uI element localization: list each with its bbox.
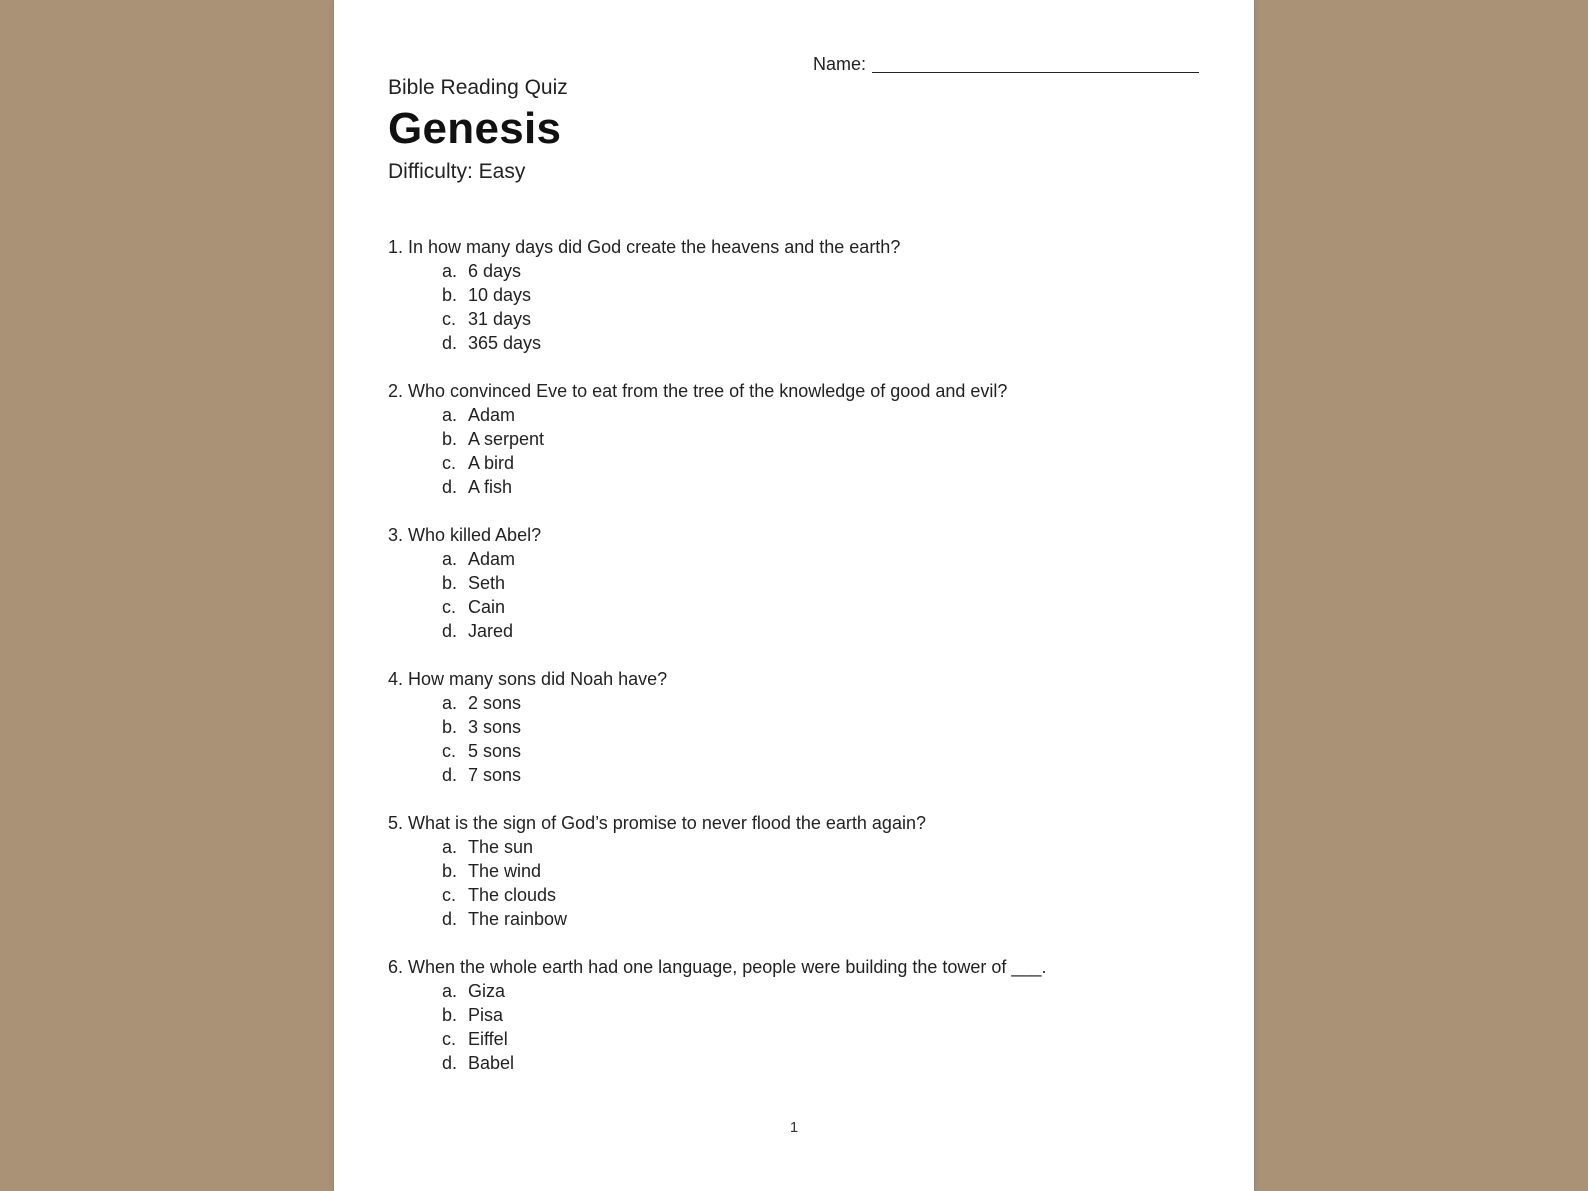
option-letter: a. bbox=[442, 549, 458, 569]
answer-option bbox=[388, 331, 1228, 355]
option-letter: c. bbox=[442, 597, 457, 617]
option-text: Eiffel bbox=[468, 1029, 508, 1049]
name-label: Name: bbox=[813, 54, 867, 74]
option-letter: d. bbox=[442, 765, 458, 785]
answer-option bbox=[388, 835, 1228, 859]
option-letter: c. bbox=[442, 309, 457, 329]
option-text: Jared bbox=[468, 621, 514, 641]
option-text: Adam bbox=[468, 549, 516, 569]
option-letter: b. bbox=[442, 429, 458, 449]
answer-option bbox=[388, 979, 1228, 1003]
name-blank-line bbox=[872, 54, 1199, 73]
question-list bbox=[388, 235, 1228, 1099]
answer-options bbox=[388, 547, 1228, 643]
option-text: Cain bbox=[468, 597, 506, 617]
answer-option bbox=[388, 451, 1228, 475]
option-text: Pisa bbox=[468, 1005, 504, 1025]
answer-option bbox=[388, 1003, 1228, 1027]
option-letter: b. bbox=[442, 1005, 458, 1025]
worksheet-page bbox=[334, 0, 1254, 1191]
option-letter: c. bbox=[442, 741, 457, 761]
option-letter: c. bbox=[442, 885, 457, 905]
answer-option bbox=[388, 403, 1228, 427]
question-text: 4. How many sons did Noah have? bbox=[388, 669, 668, 689]
answer-option bbox=[388, 859, 1228, 883]
option-text: 3 sons bbox=[468, 717, 522, 737]
page-number: 1 bbox=[789, 1119, 799, 1136]
answer-option bbox=[388, 307, 1228, 331]
question-text: 2. Who convinced Eve to eat from the tree of the knowledge of good and evil? bbox=[388, 381, 1008, 401]
question-3 bbox=[388, 523, 1228, 667]
answer-option bbox=[388, 739, 1228, 763]
difficulty-label: Difficulty: Easy bbox=[388, 160, 526, 183]
answer-option bbox=[388, 547, 1228, 571]
option-text: 10 days bbox=[468, 285, 532, 305]
option-text: A serpent bbox=[468, 429, 545, 449]
option-letter: a. bbox=[442, 693, 458, 713]
option-text: A bird bbox=[468, 453, 515, 473]
question-1 bbox=[388, 235, 1228, 379]
option-letter: a. bbox=[442, 981, 458, 1001]
option-text: A fish bbox=[468, 477, 513, 497]
name-field bbox=[813, 54, 1199, 75]
answer-option bbox=[388, 595, 1228, 619]
question-text: 6. When the whole earth had one language, people were building the tower of ___. bbox=[388, 957, 1047, 977]
option-text: 7 sons bbox=[468, 765, 522, 785]
answer-option bbox=[388, 571, 1228, 595]
option-letter: d. bbox=[442, 333, 458, 353]
option-text: The clouds bbox=[468, 885, 557, 905]
option-text: 6 days bbox=[468, 261, 522, 281]
option-letter: a. bbox=[442, 837, 458, 857]
option-text: 31 days bbox=[468, 309, 532, 329]
answer-option bbox=[388, 259, 1228, 283]
answer-option bbox=[388, 883, 1228, 907]
answer-option bbox=[388, 1051, 1228, 1075]
option-letter: d. bbox=[442, 1053, 458, 1073]
quiz-title: Genesis bbox=[388, 104, 562, 153]
answer-option bbox=[388, 715, 1228, 739]
option-letter: b. bbox=[442, 861, 458, 881]
option-letter: b. bbox=[442, 717, 458, 737]
answer-option bbox=[388, 691, 1228, 715]
question-text: 1. In how many days did God create the heavens and the earth? bbox=[388, 237, 901, 257]
question-4 bbox=[388, 667, 1228, 811]
question-2 bbox=[388, 379, 1228, 523]
option-text: The wind bbox=[468, 861, 542, 881]
option-letter: b. bbox=[442, 285, 458, 305]
option-text: Giza bbox=[468, 981, 506, 1001]
option-text: The rainbow bbox=[468, 909, 568, 929]
option-letter: b. bbox=[442, 573, 458, 593]
option-letter: a. bbox=[442, 405, 458, 425]
answer-option bbox=[388, 1027, 1228, 1051]
answer-options bbox=[388, 259, 1228, 355]
option-text: Adam bbox=[468, 405, 516, 425]
option-letter: c. bbox=[442, 453, 457, 473]
option-text: The sun bbox=[468, 837, 534, 857]
option-letter: d. bbox=[442, 621, 458, 641]
option-letter: a. bbox=[442, 261, 458, 281]
answer-options bbox=[388, 691, 1228, 787]
option-text: 2 sons bbox=[468, 693, 522, 713]
answer-option bbox=[388, 475, 1228, 499]
option-letter: d. bbox=[442, 477, 458, 497]
option-text: Babel bbox=[468, 1053, 515, 1073]
answer-option bbox=[388, 763, 1228, 787]
question-5 bbox=[388, 811, 1228, 955]
answer-options bbox=[388, 403, 1228, 499]
option-letter: d. bbox=[442, 909, 458, 929]
option-text: 365 days bbox=[468, 333, 542, 353]
answer-options bbox=[388, 979, 1228, 1075]
quiz-subtitle: Bible Reading Quiz bbox=[388, 76, 568, 99]
question-text: 5. What is the sign of God’s promise to never flood the earth again? bbox=[388, 813, 926, 833]
answer-option bbox=[388, 427, 1228, 451]
answer-option bbox=[388, 907, 1228, 931]
option-letter: c. bbox=[442, 1029, 457, 1049]
option-text: Seth bbox=[468, 573, 506, 593]
question-6 bbox=[388, 955, 1228, 1099]
answer-options bbox=[388, 835, 1228, 931]
answer-option bbox=[388, 283, 1228, 307]
option-text: 5 sons bbox=[468, 741, 522, 761]
question-text: 3. Who killed Abel? bbox=[388, 525, 542, 545]
answer-option bbox=[388, 619, 1228, 643]
